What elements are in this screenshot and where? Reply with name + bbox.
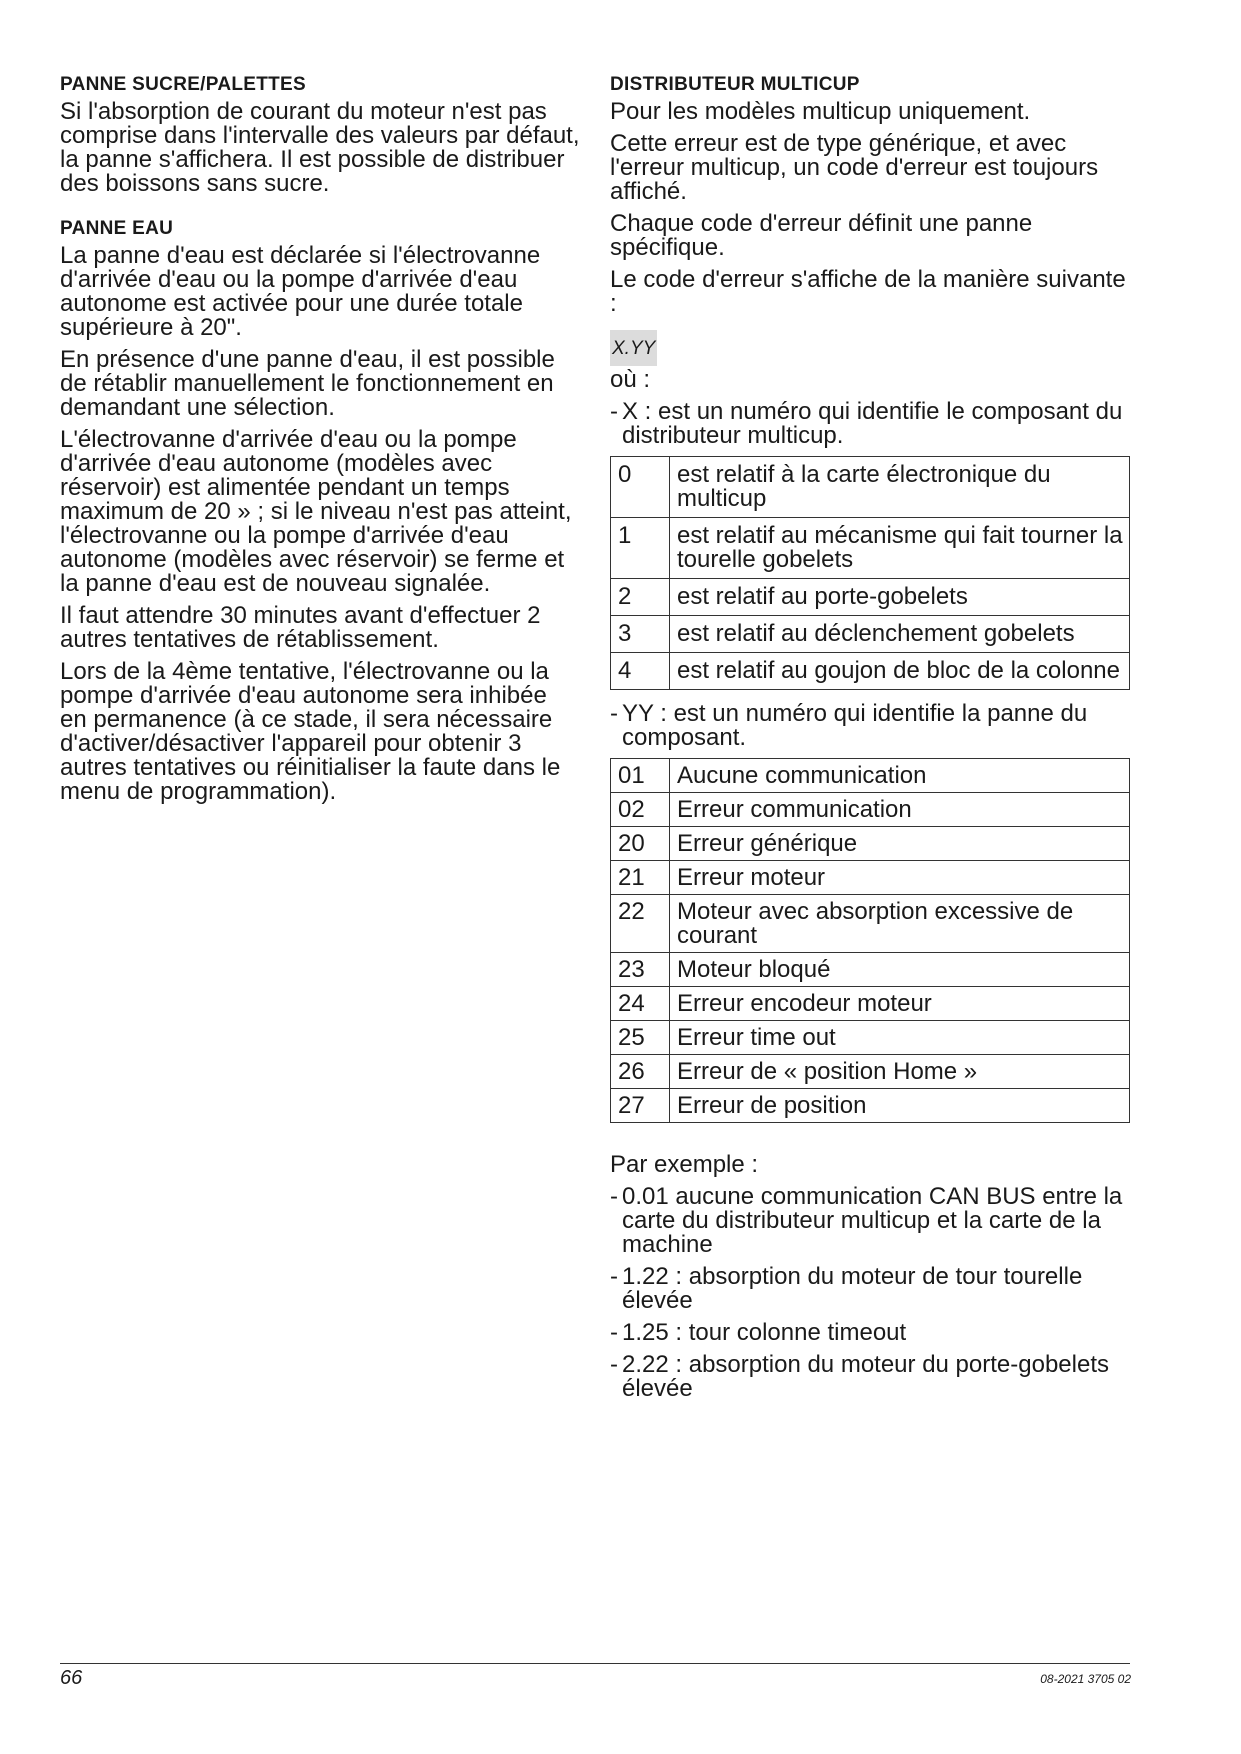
description-cell: Erreur de « position Home » <box>670 1055 1130 1089</box>
list-item-text: X : est un numéro qui identifie le composant du distributeur multicup. <box>622 398 1123 449</box>
paragraph: Il faut attendre 30 minutes avant d'effectuer 2 autres tentatives de rétablissement. <box>60 602 541 653</box>
dash-bullet: - <box>610 1319 618 1346</box>
code-cell: 01 <box>611 759 670 793</box>
paragraph: Si l'absorption de courant du moteur n'est pas comprise dans l'intervalle des valeurs par défaut, la panne s'affichera. Il est possible de distribuer des boissons sans sucre. <box>60 98 580 197</box>
example-text: 1.25 : tour colonne timeout <box>622 1319 907 1346</box>
code-cell: 2 <box>611 579 670 616</box>
description-cell: Erreur moteur <box>670 861 1130 895</box>
dash-bullet: - <box>610 700 618 727</box>
document-reference: 08-2021 3705 02 <box>1040 1672 1131 1686</box>
error-code-format: X.YY <box>610 330 657 366</box>
table-row <box>611 653 1130 690</box>
dash-bullet: - <box>610 398 618 425</box>
paragraph: L'électrovanne d'arrivée d'eau ou la pompe d'arrivée d'eau autonome (modèles avec réservoir) est alimentée pendant un temps maximum de 20 » ; si le niveau n'est pas atteint, l'électrovanne ou la pompe d'arrivée d'eau autonome (modèles avec réservoir) se ferme et la panne d'eau est de nouveau signalée. <box>60 426 572 597</box>
code-cell: 1 <box>611 518 670 579</box>
table-row <box>611 1089 1130 1123</box>
footer-divider <box>60 1663 1130 1664</box>
paragraph: Chaque code d'erreur définit une panne spécifique. <box>610 210 1033 261</box>
code-cell: 20 <box>611 827 670 861</box>
dash-bullet: - <box>610 1183 618 1210</box>
list-item <box>610 400 1130 448</box>
dash-bullet: - <box>610 1263 618 1290</box>
code-cell: 24 <box>611 987 670 1021</box>
table-row <box>611 1021 1130 1055</box>
description-cell: Erreur de position <box>670 1089 1130 1123</box>
table-row <box>611 518 1130 579</box>
description-cell: Erreur encodeur moteur <box>670 987 1130 1021</box>
component-table <box>610 456 1130 690</box>
paragraph: La panne d'eau est déclarée si l'électrovanne d'arrivée d'eau ou la pompe d'arrivée d'eau autonome est activée pour une durée totale supérieure à 20". <box>60 242 541 341</box>
table-row <box>611 616 1130 653</box>
table-row <box>611 953 1130 987</box>
description-cell: est relatif au porte-gobelets <box>670 579 1130 616</box>
example-text: 0.01 aucune communication CAN BUS entre la carte du distributeur multicup et la carte de la machine <box>622 1183 1123 1258</box>
description-cell: est relatif à la carte électronique du multicup <box>670 457 1130 518</box>
description-cell: Moteur avec absorption excessive de courant <box>670 895 1130 953</box>
example-text: 2.22 : absorption du moteur du porte-gobelets élevée <box>622 1351 1109 1402</box>
page-number: 66 <box>60 1667 83 1689</box>
description-cell: Erreur time out <box>670 1021 1130 1055</box>
description-cell: Moteur bloqué <box>670 953 1130 987</box>
description-cell: est relatif au goujon de bloc de la colonne <box>670 653 1130 690</box>
section-title: DISTRIBUTEUR MULTICUP <box>610 74 860 95</box>
paragraph: En présence d'une panne d'eau, il est possible de rétablir manuellement le fonctionnement en demandant une sélection. <box>60 346 555 421</box>
table-row <box>611 457 1130 518</box>
left-column <box>60 74 580 818</box>
section-title: PANNE EAU <box>60 218 174 239</box>
paragraph: Cette erreur est de type générique, et avec l'erreur multicup, un code d'erreur est toujours affiché. <box>610 130 1099 205</box>
paragraph: Le code d'erreur s'affiche de la manière suivante : <box>610 266 1126 317</box>
code-cell: 4 <box>611 653 670 690</box>
description-cell: est relatif au déclenchement gobelets <box>670 616 1130 653</box>
section-panne-eau <box>60 218 580 804</box>
example-item <box>610 1265 1130 1313</box>
section-title: PANNE SUCRE/PALETTES <box>60 74 306 95</box>
code-cell: 27 <box>611 1089 670 1123</box>
list-item <box>610 702 1130 750</box>
code-cell: 02 <box>611 793 670 827</box>
fault-table <box>610 758 1130 1123</box>
table-row <box>611 895 1130 953</box>
table-row <box>611 827 1130 861</box>
table-row <box>611 987 1130 1021</box>
table-row <box>611 579 1130 616</box>
section-panne-sucre <box>60 74 580 196</box>
example-item <box>610 1321 1130 1345</box>
example-text: 1.22 : absorption du moteur de tour tourelle élevée <box>622 1263 1083 1314</box>
description-cell: Aucune communication <box>670 759 1130 793</box>
code-cell: 0 <box>611 457 670 518</box>
code-cell: 25 <box>611 1021 670 1055</box>
table-row <box>611 861 1130 895</box>
right-column <box>610 74 1130 1409</box>
code-cell: 23 <box>611 953 670 987</box>
table-row <box>611 759 1130 793</box>
description-cell: est relatif au mécanisme qui fait tourner la tourelle gobelets <box>670 518 1130 579</box>
code-cell: 3 <box>611 616 670 653</box>
table-row <box>611 1055 1130 1089</box>
example-item <box>610 1185 1130 1257</box>
paragraph: Lors de la 4ème tentative, l'électrovanne ou la pompe d'arrivée d'eau autonome sera inhibée en permanence (à ce stade, il sera nécessaire d'activer/désactiver l'appareil pour obtenir 3 autres tentatives ou réinitialiser la faute dans le menu de programmation). <box>60 658 561 805</box>
paragraph: Pour les modèles multicup uniquement. <box>610 98 1031 125</box>
examples-list <box>610 1185 1130 1401</box>
description-cell: Erreur communication <box>670 793 1130 827</box>
list-item-text: YY : est un numéro qui identifie la panne du composant. <box>622 700 1088 751</box>
table-row <box>611 793 1130 827</box>
dash-bullet: - <box>610 1351 618 1378</box>
example-item <box>610 1353 1130 1401</box>
code-cell: 26 <box>611 1055 670 1089</box>
paragraph: où : <box>610 366 651 393</box>
description-cell: Erreur générique <box>670 827 1130 861</box>
paragraph: Par exemple : <box>610 1151 759 1178</box>
code-cell: 21 <box>611 861 670 895</box>
code-cell: 22 <box>611 895 670 953</box>
